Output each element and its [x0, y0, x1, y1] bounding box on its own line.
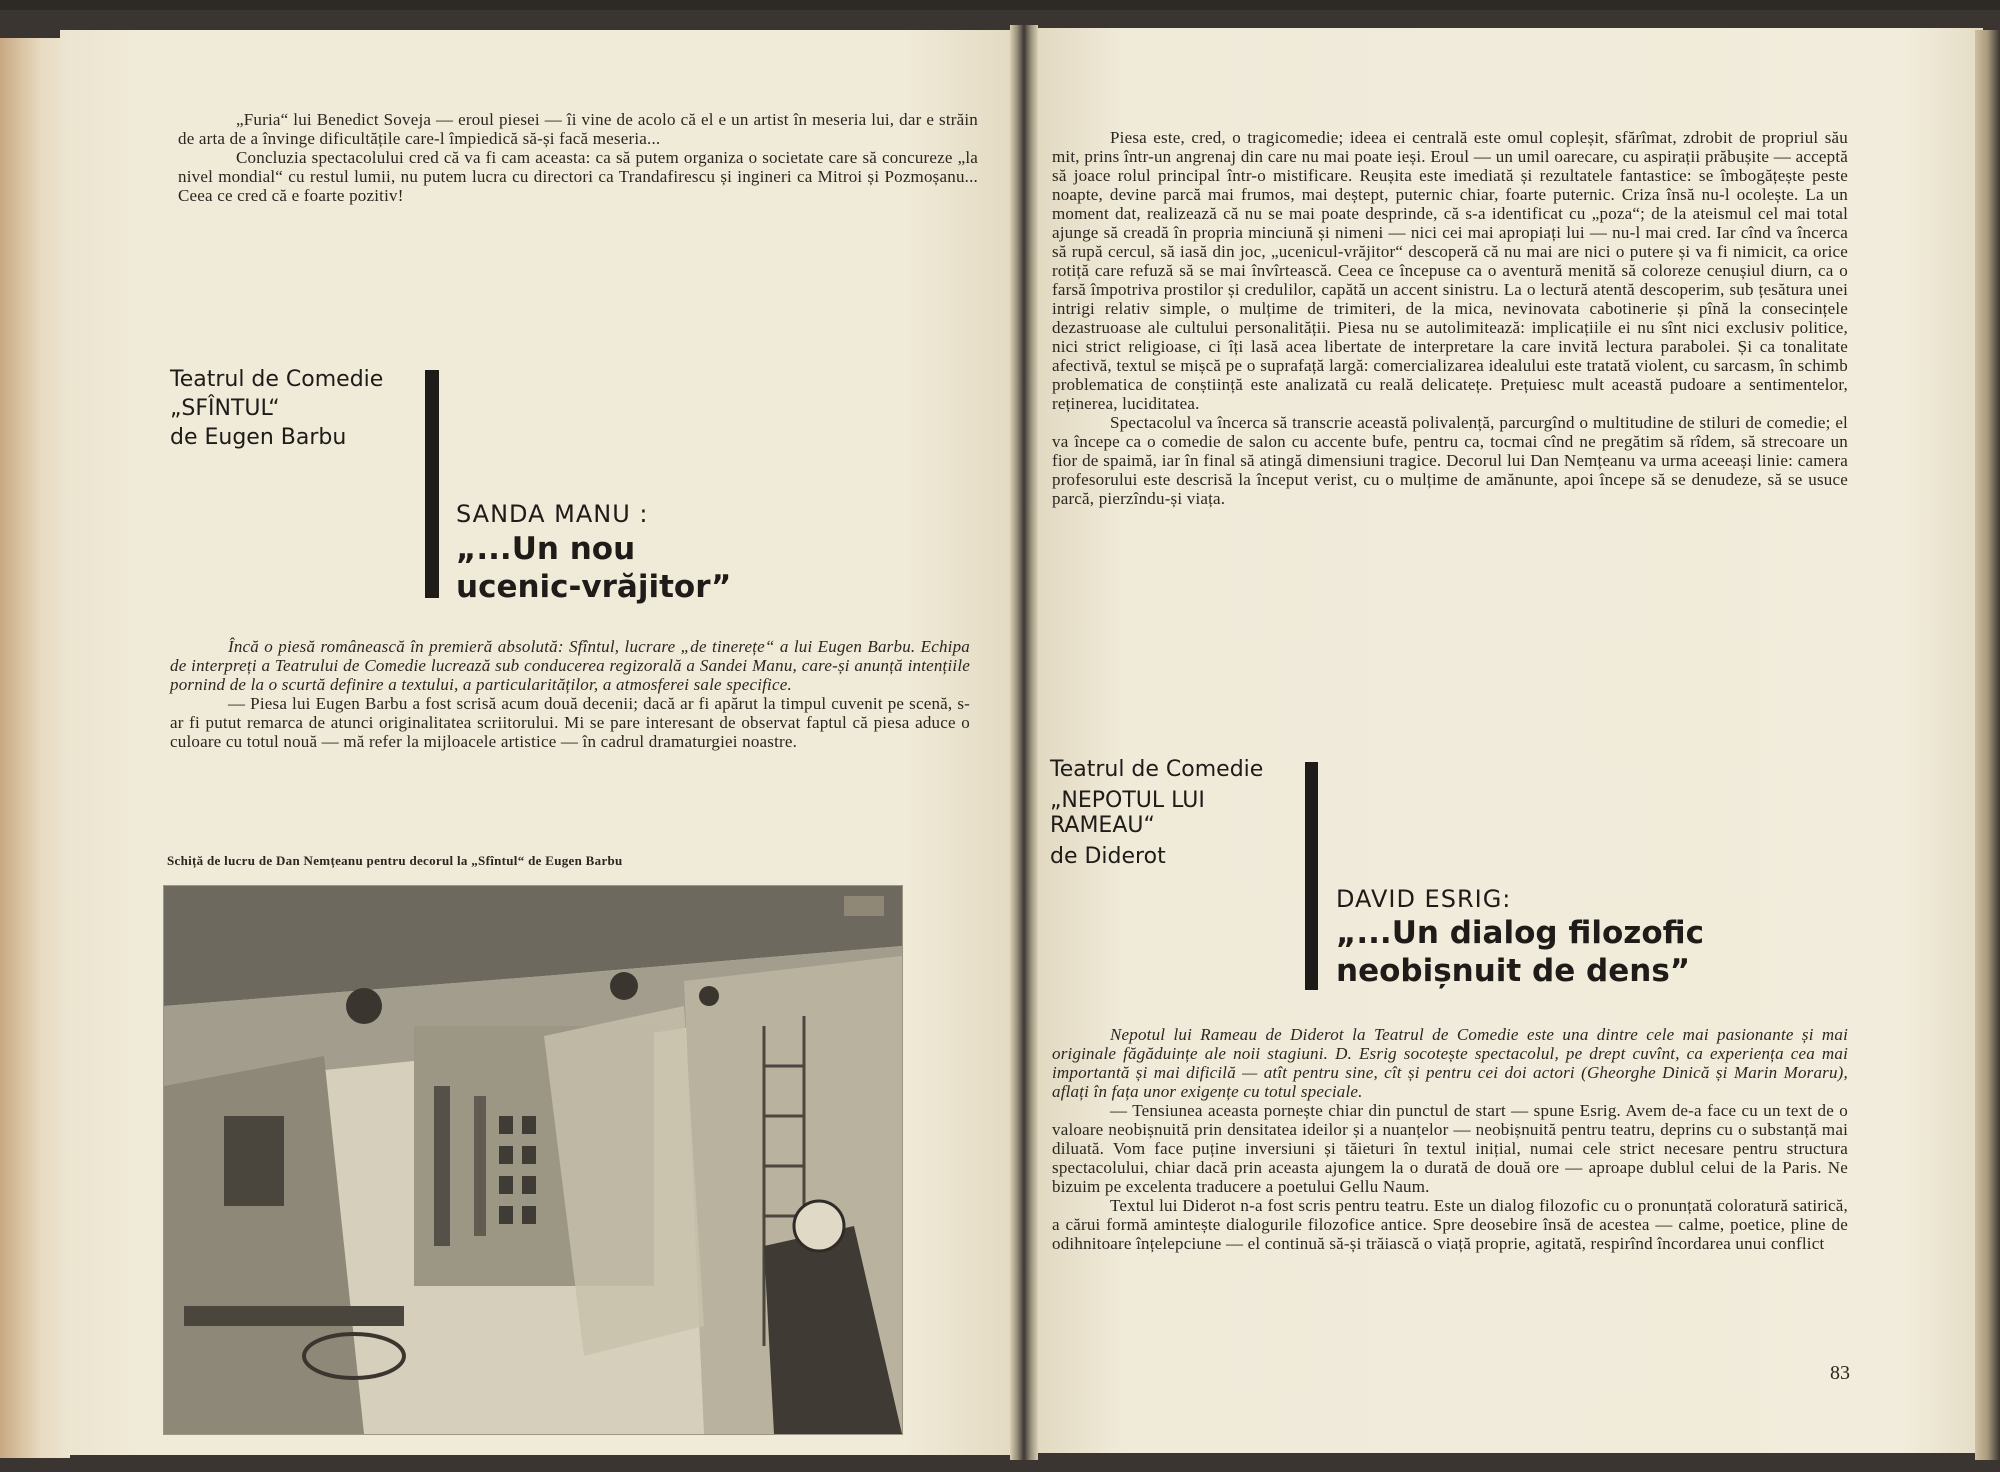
play-title: RAMEAU“ [1050, 813, 1155, 838]
interviewee-name: DAVID ESRIG: [1336, 885, 1512, 913]
body-paragraph: Textul lui Diderot n-a fost scris pentru teatru. Este un dialog filozofic cu o pronunțată coloratură satirică, a cărui formă amintește dialogurile filozofice antice. Spre deosebire însă de acestea — calme, poetice, pline de odihnitoare înțelepciune — el continuă să-și trăiască o viață proprie, agitată, respirînd încordarea unui conflict [1052, 1196, 1848, 1253]
body-paragraph: — Tensiunea aceasta pornește chiar din punctul de start — spune Esrig. Avem de-a face cu un text de o valoare neobișnuită prin densitatea ideilor și a nuanțelor — neobișnuită pentru teatru, deprins cu o substanță mai diluată. Vom face puține inversiuni și tăieturi în textul inițial, numai cele strict necesare pentru structura spectacolului, chiar dacă prin aceasta ajungem la o durată de două ore — aproape dublul celui de la Paris. Ne bizuim pe excelenta traducere a poetului Gellu Naum. [1052, 1101, 1848, 1196]
play-author: de Diderot [1050, 844, 1166, 869]
lead-paragraph: Nepotul lui Rameau de Diderot la Teatrul de Comedie este una dintre cele mai pasionante și mai originale făgăduințe ale noii stagiuni. D. Esrig socotește spectacolul, pe drept cuvînt, ca experiența cea mai importantă și mai dificilă — atît pentru sine, cît și pentru cei doi actori (Gheorghe Dinică și Marin Moraru), aflați în fața unor exigențe cu totul speciale. [1052, 1025, 1848, 1101]
right-article-text [1052, 128, 1848, 508]
heading-rule [425, 370, 439, 598]
title-line: ucenic-vrăjitor” [456, 569, 732, 605]
nepotul-heading [1050, 755, 1263, 871]
right-article-text-2 [1052, 1025, 1848, 1253]
body-paragraph: Piesa este, cred, o tragicomedie; ideea ei centrală este omul copleșit, sfărîmat, zdrobit de propriul său mit, prins într-un angrenaj din care nu mai poate ieși. Eroul — un umil oarecare, cu aspirații prăbușite — acceptă să joace rolul principal într-o mistificare. Reușita este imediată și rezultatele fantastice: se îmbogățește peste noapte, devine parcă mai frumos, mai deștept, puternic chiar, foarte puternic. Criza însă nu-l ocolește. La un moment dat, realizează că nu se mai poate desprinde, că s-a identificat cu „poza“; de la ateismul cel mai total ajunge să creadă în propria minciună și nimeni — nici cei mai apropiați lui — nu-l mai cred. Iar cînd va încerca să rupă cercul, să iasă din joc, „ucenicul-vrăjitor“ descoperă că nu mai are nici o putere și va fi nimicit, ca orice rotiță care refuză să se mai învîrtească. Ceea ce începuse ca o aventură menită să coloreze cenușiul diurn, ca o farsă împotriva prostilor și credulilor, capătă un accent sinistru. La o lectură atentă descoperim, sub țesătura unei intrigi relativ simple, o mulțime de trimiteri, de la mica, nevinovata cabotinerie și pînă la consecințele dezastruoase ale cultului personalității. Piesa nu se autolimitează: implicațiile ei nu sînt nici exclusiv politice, nici strict religioase, ci îți lasă acea libertate de interpretare la care invită lectura parabolei. Și ca tonalitate afectivă, textul se mișcă pe o suprafață largă: comercializarea idealului este tratată violent, cu sarcasm, în schimb problematica de conștiință este analizată cu reală delicatețe. Prețuiesc mult această pudoare a sentimentelor, reținerea, luciditatea. [1052, 128, 1848, 413]
title-line: neobișnuit de dens” [1336, 953, 1691, 989]
intro-paragraph: „Furia“ lui Benedict Soveja — eroul piesei — îi vine de acolo că el e un artist în meseria lui, dar e străin de arta de a învinge dificultățile care-l împiedică să-și facă meseria... [178, 110, 978, 148]
left-intro-text [178, 110, 978, 205]
interviewee-name: SANDA MANU : [456, 500, 649, 528]
interview-title [456, 530, 731, 606]
title-line: „...Un nou [456, 531, 636, 567]
title-line: „...Un dialog filozofic [1336, 915, 1704, 951]
play-title: „NEPOTUL LUI [1050, 788, 1205, 813]
body-paragraph: — Piesa lui Eugen Barbu a fost scrisă acum două decenii; dacă ar fi apărut la timpul cuvenit pe scenă, s-ar fi putut remarca de atunci originalitatea scriitorului. Mi se pare interesant de observat faptul că piesa aduce o culoare cu totul nouă — mă refer la mijloacele artistice — în cadrul dramaturgiei noastre. [170, 694, 970, 751]
lead-paragraph: Încă o piesă românească în premieră absolută: Sfîntul, lucrare „de tinerețe“ a lui Eugen Barbu. Echipa de interpreți a Teatrului de Comedie lucrează sub conducerea regizorală a Sandei Manu, care-și anunță intențiile pornind de la o scurtă definire a textului, a particularităților, a atmosferei sale specifice. [170, 637, 970, 694]
sfintul-heading [170, 365, 383, 452]
page-edges-right [1975, 30, 2000, 1460]
intro-paragraph: Concluzia spectacolului cred că va fi cam aceasta: ca să putem organiza o societate care să concureze „la nivel mondial“ cu restul lumii, nu putem lucra cu directori ca Trandafirescu și ingineri ca Mitroi și Pozmoșanu... Ceea ce cred că e foarte pozitiv! [178, 148, 978, 205]
stage-sketch-image [163, 885, 903, 1435]
left-article-text [170, 637, 970, 751]
sketch-caption: Schiță de lucru de Dan Nemțeanu pentru decorul la „Sfîntul“ de Eugen Barbu [167, 853, 623, 868]
theatre-name: Teatrul de Comedie [1050, 757, 1264, 782]
play-author: de Eugen Barbu [170, 425, 347, 450]
play-title: „SFÎNTUL“ [170, 396, 280, 421]
book-gutter [1010, 25, 1038, 1460]
theatre-name: Teatrul de Comedie [170, 367, 384, 392]
body-paragraph: Spectacolul va încerca să transcrie această polivalență, parcurgînd o multitudine de stiluri de comedie; el va începe ca o comedie de salon cu accente bufe, pentru ca, tocmai cînd ne pregătim să rîdem, să strecoare un fior de spaimă, iar în final să atingă dimensiuni tragice. Decorul lui Dan Nemțeanu va urma aceeași linie: camera profesorului este descrisă la început verist, cu o mulțime de amănunte, apoi începe să se denudeze, să se usuce parcă, pierzîndu-și viața. [1052, 413, 1848, 508]
interview-title [1336, 914, 1704, 990]
page-number: 83 [1830, 1362, 1850, 1384]
heading-rule [1305, 762, 1318, 990]
